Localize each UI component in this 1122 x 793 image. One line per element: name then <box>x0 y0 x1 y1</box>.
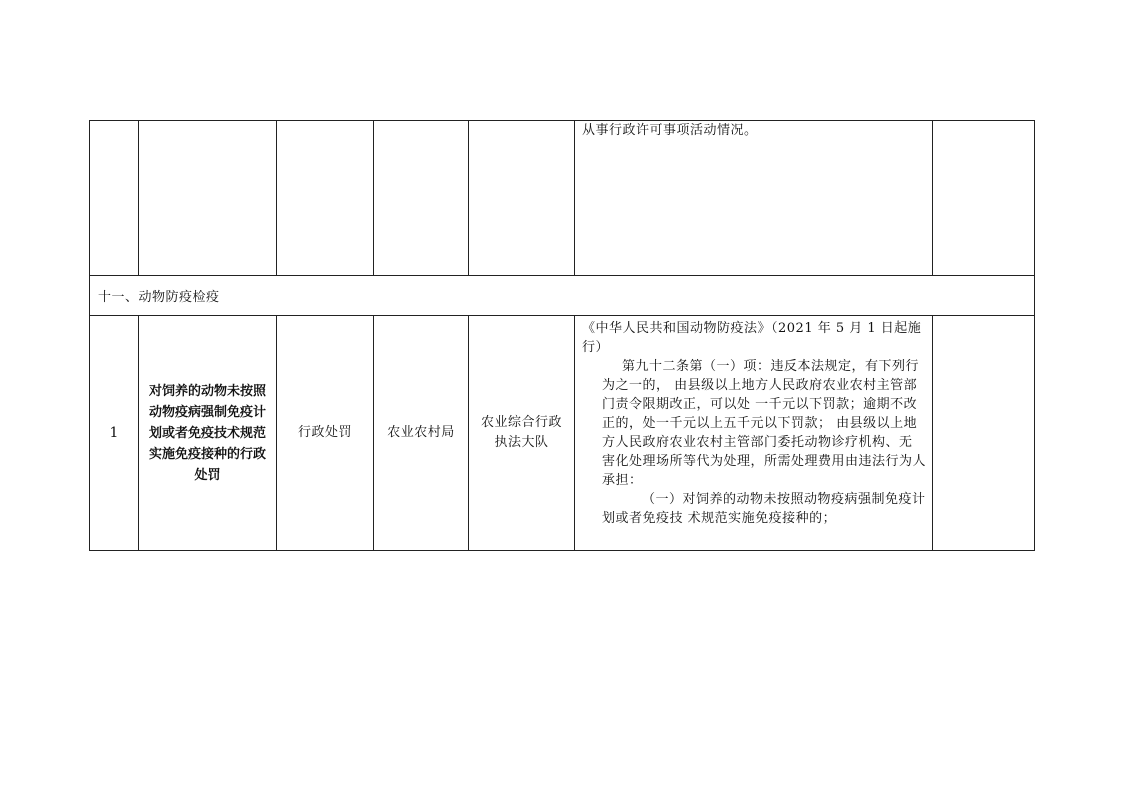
item-department: 农业农村局 <box>374 316 469 551</box>
section-row <box>90 276 1035 316</box>
basis-article <box>582 357 926 528</box>
item-executor: 农业综合行政执法大队 <box>469 316 575 551</box>
cell-type-empty <box>277 121 374 276</box>
item-name: 对饲养的动物未按照动物疫病强制免疫计划或者免疫技术规范实施免疫接种的行政处罚 <box>139 316 277 551</box>
basis-continued-text: 从事行政许可事项活动情况。 <box>582 123 758 138</box>
cell-note-empty <box>933 121 1035 276</box>
cell-department-empty <box>374 121 469 276</box>
section-title: 十一、动物防疫检疫 <box>90 276 1035 316</box>
basis-article-text: 第九十二条第（一）项：违反本法规定，有下列行为之一的， 由县级以上地方人民政府农业农村主管部门责令限期改正，可以处 一千元以下罚款；逾期不改正的，处一千元以上五千元以下罚款； 由县级以上地方人民政府农业农村主管部门委托动物诊疗机构、无 害化处理场所等代为处理，所需处理费用由违法行为人承担： <box>602 359 927 488</box>
authority-table <box>89 120 1035 551</box>
table-row <box>90 316 1035 551</box>
row-index: 1 <box>90 316 139 551</box>
item-type: 行政处罚 <box>277 316 374 551</box>
cell-executor-empty <box>469 121 575 276</box>
cell-basis-continued <box>575 121 933 276</box>
item-note <box>933 316 1035 551</box>
basis-item-text: （一）对饲养的动物未按照动物疫病强制免疫计划或者免疫技 术规范实施免疫接种的； <box>602 492 926 526</box>
cell-name-empty <box>139 121 277 276</box>
item-legal-basis <box>575 316 933 551</box>
continued-row <box>90 121 1035 276</box>
basis-law-title: 《中华人民共和国动物防疫法》（2021 年 5 月 1 日起施行） <box>582 321 922 355</box>
cell-index-empty <box>90 121 139 276</box>
